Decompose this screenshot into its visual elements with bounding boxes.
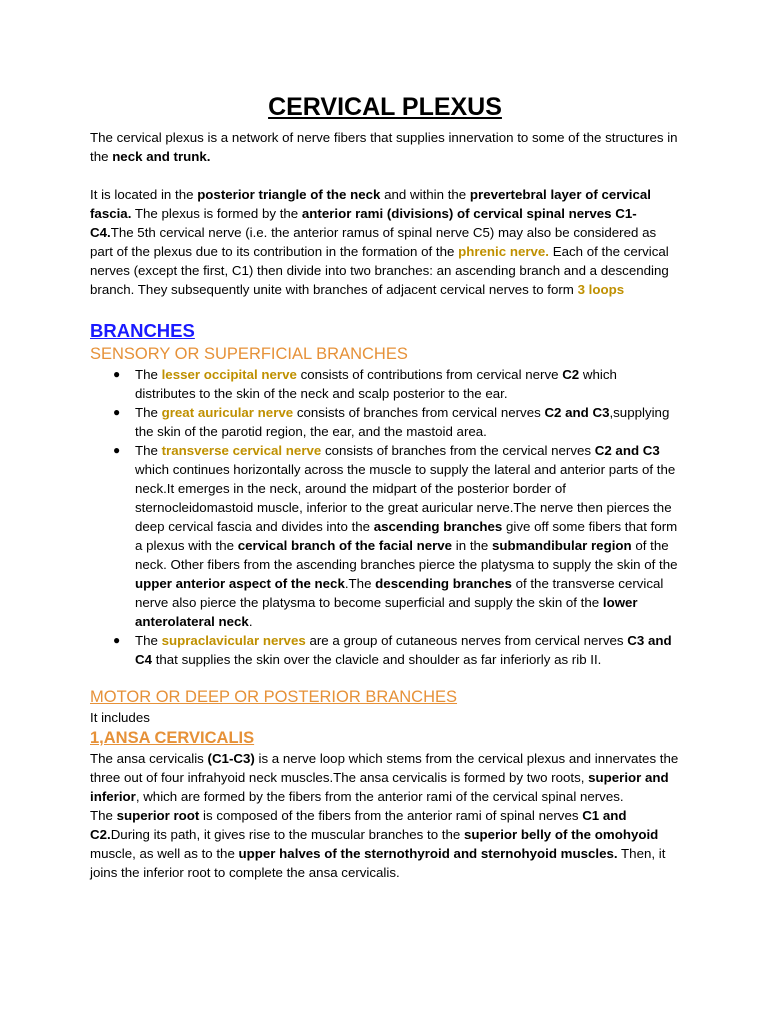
bold-text: descending branches [375,576,512,591]
bold-text: lower anterolateral neck [135,595,638,629]
page-title: CERVICAL PLEXUS [268,93,502,121]
bold-text: (C1-C3) [207,751,255,766]
highlight-term: transverse cervical nerve [161,443,322,458]
bullet-icon: ● [113,405,121,419]
list-item: ● The great auricular nerve consists of branches from cervical nerves C2 and C3,supplying the skin of the parotid region, the ear, and the mastoid area. [113,405,670,439]
bold-text: C1 and C2. [90,808,627,842]
ansa-cervicalis-heading: 1,ANSA CERVICALIS [90,729,255,747]
it-includes-text: It includes [90,710,150,725]
highlight-term: 3 loops [577,282,625,297]
bullet-icon: ● [113,443,121,457]
list-item: ● The lesser occipital nerve consists of contributions from cervical nerve C2 which distributes to the skin of the neck and scalp posterior to the ear. [113,367,617,401]
bold-text: submandibular region [492,538,632,553]
ansa-paragraph-1: The ansa cervicalis (C1-C3) is a nerve loop which stems from the cervical plexus and innervates the three out of four infrahyoid neck muscles.The ansa cervicalis is formed by two roots, superior and inferior, which are formed by the fibers from the anterior rami of the cervical spinal nerves. [90,751,679,804]
intro-paragraph-2: It is located in the posterior triangle of the neck and within the prevertebral layer of cervical fascia. The plexus is formed by the anterior rami (divisions) of cervical spinal nerves C1-C4.The 5th cervical nerve (i.e. the anterior ramus of spinal nerve C5) may also be considered as part of the plexus due to its contribution in the formation of the phrenic nerve. Each of the cervical nerves (except the first, C1) then divide into two branches: an ascending branch and a descending branch. They subsequently unite with branches of adjacent cervical nerves to form 3 loops [90,187,669,297]
bold-text: C3 and C4 [135,633,672,667]
highlight-term: great auricular nerve [161,405,294,420]
bold-text: superior root [116,808,200,823]
branches-heading: BRANCHES [90,320,195,341]
bold-text: anterior rami (divisions) of cervical spinal nerves C1-C4. [90,206,637,240]
motor-heading: MOTOR OR DEEP OR POSTERIOR BRANCHES [90,688,458,706]
document-body [90,92,680,882]
bullet-icon: ● [113,367,121,381]
bold-text: superior belly of the omohyoid [463,827,659,842]
bold-text: ascending branches [373,519,503,534]
highlight-term: phrenic nerve. [458,244,550,259]
bold-text: posterior triangle of the neck [197,187,381,202]
bullet-icon: ● [113,633,121,647]
sensory-heading: SENSORY OR SUPERFICIAL BRANCHES [90,345,408,363]
bold-text: upper halves of the sternothyroid and sternohyoid muscles. [238,846,618,861]
highlight-term: supraclavicular nerves [161,633,306,648]
intro-paragraph-1: The cervical plexus is a network of nerve fibers that supplies innervation to some of the structures in the neck and trunk. [90,130,678,164]
bold-text: upper anterior aspect of the neck [135,576,345,591]
sensory-list [90,365,680,669]
bold-text: prevertebral layer of cervical fascia. [90,187,651,221]
bold-text: superior and inferior [90,770,669,804]
bold-text: neck and trunk. [112,149,211,164]
bold-text: cervical branch of the facial nerve [237,538,453,553]
list-item: ● The supraclavicular nerves are a group of cutaneous nerves from cervical nerves C3 and C4 that supplies the skin over the clavicle and shoulder as far inferiorly as rib II. [113,633,672,667]
ansa-paragraph-2: The superior root is composed of the fibers from the anterior rami of spinal nerves C1 and C2.During its path, it gives rise to the muscular branches to the superior belly of the omohyoid muscle, as well as to the upper halves of the sternothyroid and sternohyoid muscles. Then, it joins the inferior root to complete the ansa cervicalis. [90,808,666,880]
bold-text: C2 [562,367,580,382]
highlight-term: lesser occipital nerve [161,367,297,382]
list-item: ● The transverse cervical nerve consists of branches from the cervical nerves C2 and C3 which continues horizontally across the muscle to supply the lateral and anterior parts of the neck.It emerges in the neck, around the midpart of the posterior border of sternocleidomastoid muscle, inferior to the great auricular nerve.The nerve then pierces the deep cervical fascia and divides into the ascending branches give off some fibers that form a plexus with the cervical branch of the facial nerve in the submandibular region of the neck. Other fibers from the ascending branches pierce the platysma to supply the skin of the upper anterior aspect of the neck.The descending branches of the transverse cervical nerve also pierce the platysma to become superficial and supply the skin of the lower anterolateral neck. [113,443,678,629]
bold-text: C2 and C3 [544,405,610,420]
bold-text: C2 and C3 [594,443,660,458]
